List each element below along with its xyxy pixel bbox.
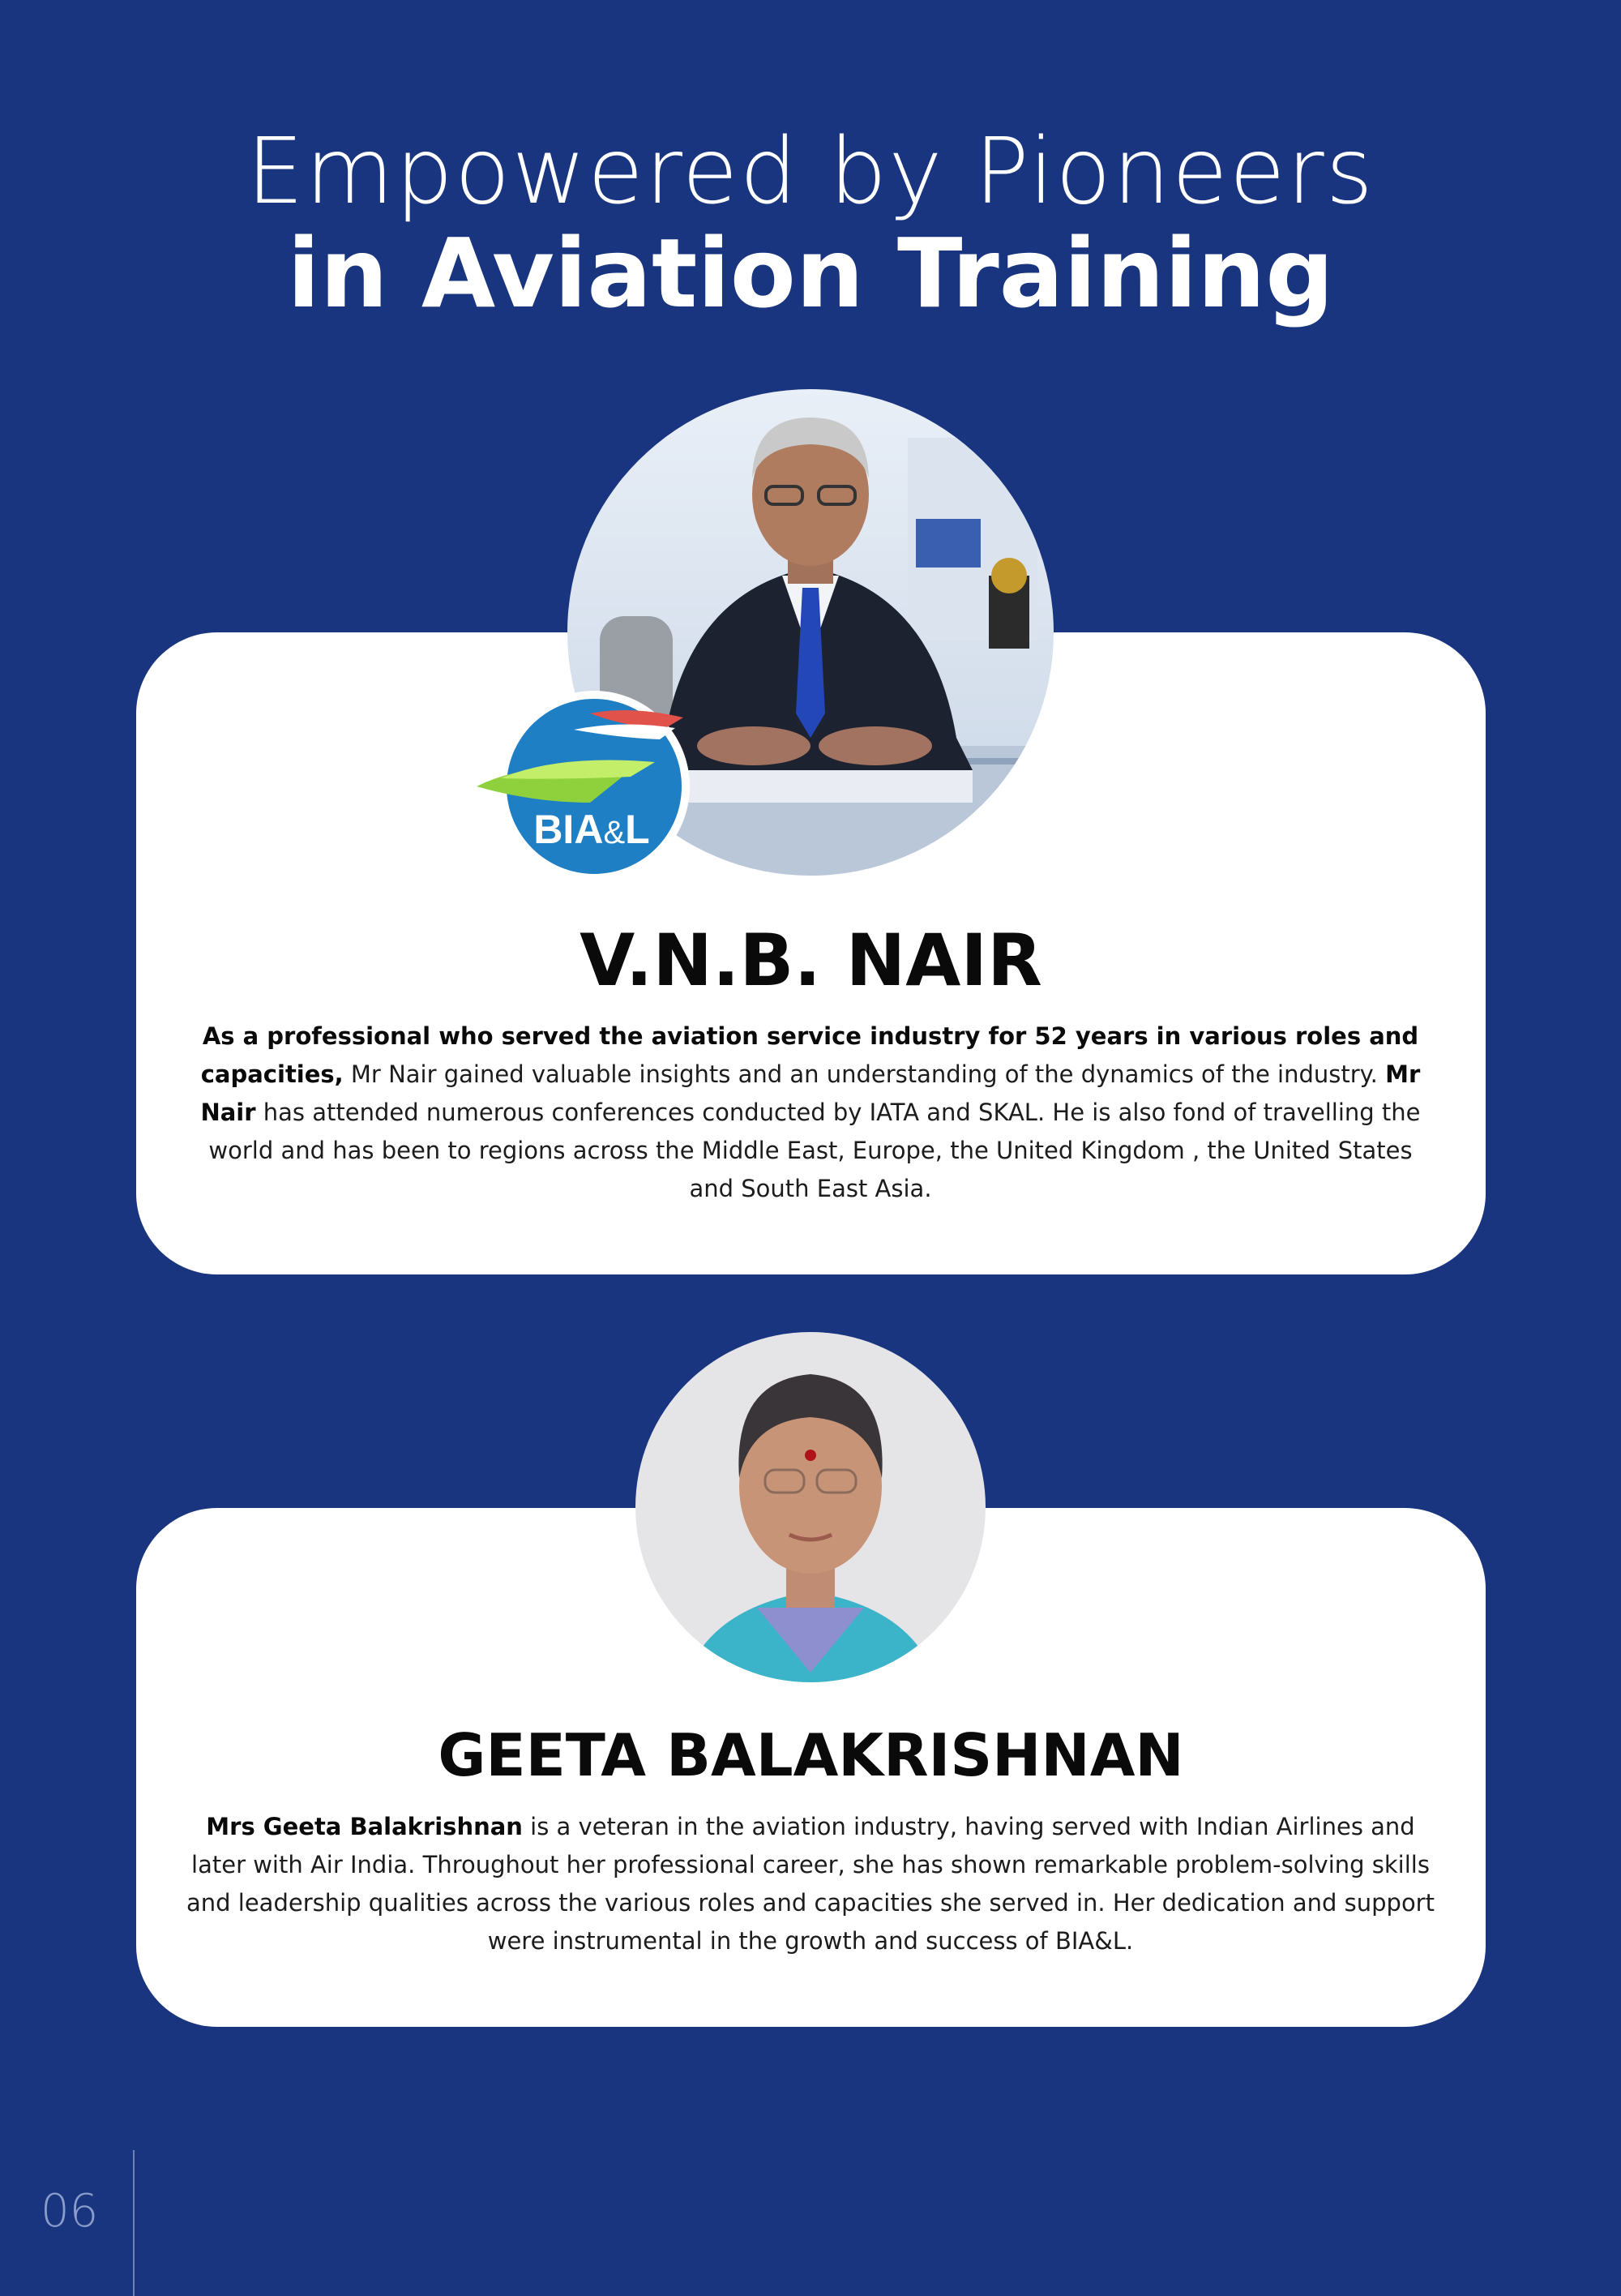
bio-geeta <box>186 1808 1435 1960</box>
bio-nair-text-2: has attended numerous conferences conducted by IATA and SKAL. He is also fond of travelling the world and has been to regions across the Middle East, Europe, the United Kingdom , the United States and South East Asia. <box>208 1099 1421 1202</box>
bio-nair-bold-2: Mr Nair <box>200 1060 1421 1126</box>
person-name-geeta: GEETA BALAKRISHNAN <box>438 1721 1184 1789</box>
page-heading <box>0 119 1621 329</box>
page-number: 06 <box>41 2185 99 2238</box>
bio-nair-text-1: Mr Nair gained valuable insights and an understanding of the dynamics of the industry. <box>343 1060 1386 1088</box>
bio-nair <box>186 1017 1435 1208</box>
geeta-portrait-photo <box>635 1332 986 1682</box>
person-name-nair: V.N.B. NAIR <box>580 919 1042 1002</box>
logo-text: BIA&L <box>533 807 650 852</box>
bio-geeta-bold-1: Mrs Geeta Balakrishnan <box>206 1813 523 1840</box>
bio-geeta-text-1: is a veteran in the aviation industry, having served with Indian Airlines and later with Air India. Throughout her professional career, she has shown remarkable problem-solving skills and leadership qualities across the various roles and capacities she served in. Her dedication and support were instrumental in the growth and success of BIA&L. <box>186 1813 1435 1955</box>
heading-line-1: Empowered by Pioneers <box>246 119 1375 225</box>
page-number-divider <box>133 2150 135 2296</box>
bio-nair-bold-1: As a professional who served the aviation service industry for 52 years in various roles and capacities, <box>200 1022 1419 1088</box>
heading-line-2: in Aviation Training <box>287 217 1334 329</box>
bial-logo <box>468 681 704 884</box>
